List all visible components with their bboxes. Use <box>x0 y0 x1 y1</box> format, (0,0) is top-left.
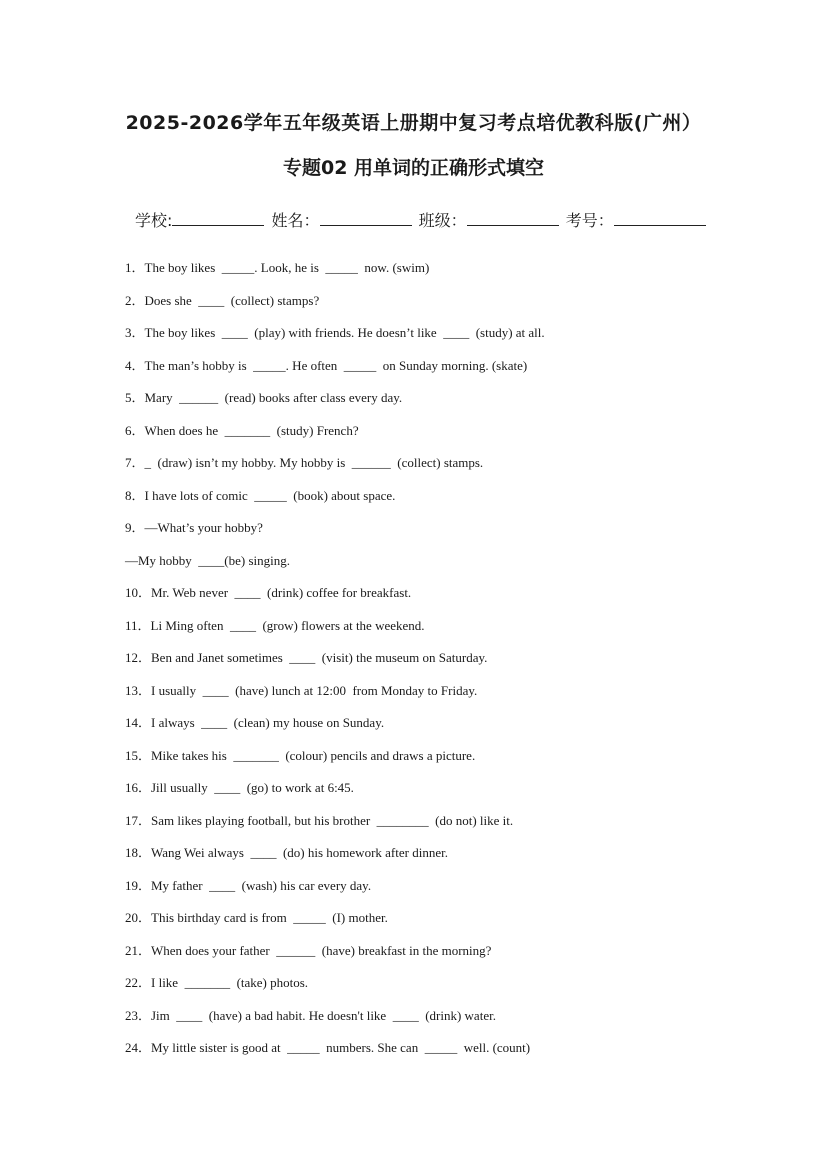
question-14: 14．I always ____ (clean) my house on Sunday. <box>125 715 385 730</box>
question-4: 4．The man’s hobby is _____. He often _____ on Sunday morning. (skate) <box>125 358 528 373</box>
question-19: 19．My father ____ (wash) his car every day. <box>125 878 372 893</box>
question-9: 9．—What’s your hobby? <box>125 520 263 535</box>
question-10: 10．Mr. Web never ____ (drink) coffee for breakfast. <box>125 585 412 600</box>
question-22: 22．I like _______ (take) photos. <box>125 975 309 990</box>
question-18: 18．Wang Wei always ____ (do) his homework after dinner. <box>125 845 448 860</box>
name-label: 姓名： <box>271 211 320 230</box>
school-blank <box>172 211 264 226</box>
name-blank <box>320 211 412 226</box>
student-info-row <box>135 208 708 231</box>
number-label: 考号： <box>565 211 614 230</box>
question-13: 13．I usually ____ (have) lunch at 12:00 from Monday to Friday. <box>125 683 478 698</box>
question-23: 23．Jim ____ (have) a bad habit. He doesn't like ____ (drink) water. <box>125 1008 496 1023</box>
question-1: 1．The boy likes _____. Look, he is _____ now. (swim) <box>125 260 430 275</box>
question-15: 15．Mike takes his _______ (colour) pencils and draws a picture. <box>125 748 476 763</box>
question-12: 12．Ben and Janet sometimes ____ (visit) the museum on Saturday. <box>125 650 488 665</box>
question-20: 20．This birthday card is from _____ (I) mother. <box>125 910 388 925</box>
question-16: 16．Jill usually ____ (go) to work at 6:45. <box>125 780 354 795</box>
worksheet-subtitle: 专题02 用单词的正确形式填空 <box>282 157 545 179</box>
question-17: 17．Sam likes playing football, but his brother ________ (do not) like it. <box>125 813 514 828</box>
school-label: 学校: <box>135 211 173 230</box>
question-11: 11．Li Ming often ____ (grow) flowers at the weekend. <box>125 618 425 633</box>
question-24: 24．My little sister is good at _____ numbers. She can _____ well. (count) <box>125 1040 531 1055</box>
question-6: 6．When does he _______ (study) French? <box>125 423 359 438</box>
question-21: 21．When does your father ______ (have) breakfast in the morning? <box>125 943 492 958</box>
worksheet-title: 2025-2026学年五年级英语上册期中复习考点培优教科版(广州） <box>125 112 702 134</box>
question-5: 5．Mary ______ (read) books after class every day. <box>125 390 403 405</box>
number-blank <box>614 211 706 226</box>
question-7: 7．_ (draw) isn’t my hobby. My hobby is ______ (collect) stamps. <box>125 455 484 470</box>
question-2: 2．Does she ____ (collect) stamps? <box>125 293 320 308</box>
class-blank <box>467 211 559 226</box>
class-label: 班级： <box>418 211 467 230</box>
question-8: 8．I have lots of comic _____ (book) about space. <box>125 488 396 503</box>
question-3: 3．The boy likes ____ (play) with friends. He doesn’t like ____ (study) at all. <box>125 325 545 340</box>
question-9-answer-line: —My hobby ____(be) singing. <box>125 553 291 568</box>
